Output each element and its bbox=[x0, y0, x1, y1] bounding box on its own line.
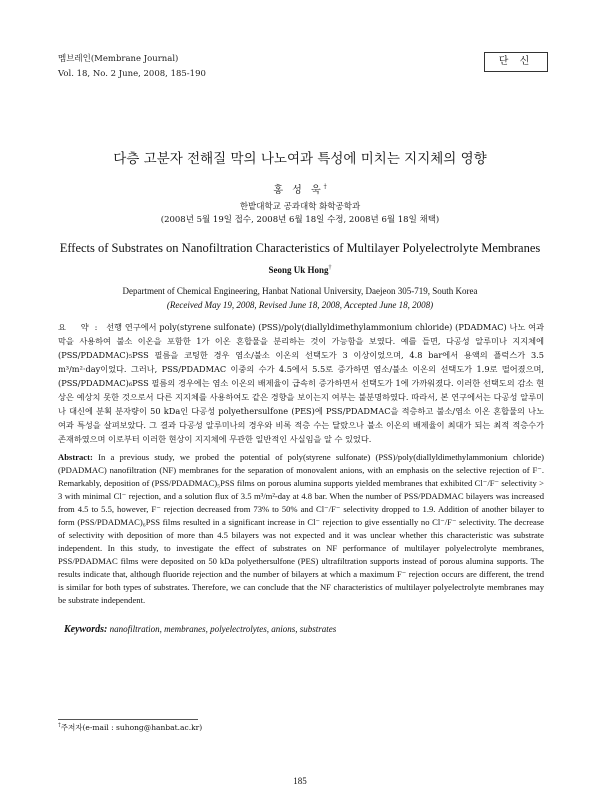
korean-author-name: 홍 성 욱 bbox=[273, 185, 324, 196]
korean-author bbox=[0, 181, 600, 196]
english-abstract bbox=[58, 451, 544, 607]
footnote-mark: † bbox=[58, 722, 61, 729]
english-author bbox=[0, 265, 600, 275]
footnote-text: 주저자(e-mail : suhong@hanbat.ac.kr) bbox=[60, 723, 203, 732]
keywords-label: Keywords: bbox=[64, 624, 108, 635]
footnote-divider bbox=[58, 719, 198, 720]
english-title: Effects of Substrates on Nanofiltration Characteristics of Multilayer Polyelectrolyte Membranes bbox=[59, 241, 541, 255]
page-number: 185 bbox=[293, 776, 307, 786]
korean-title: 다층 고분자 전해질 막의 나노여과 특성에 미치는 지지체의 영향 bbox=[113, 151, 487, 167]
journal-volume: Vol. 18, No. 2 June, 2008, 185-190 bbox=[58, 69, 206, 79]
author-dagger-mark: † bbox=[323, 183, 327, 191]
author-dagger-mark: † bbox=[328, 265, 332, 271]
journal-header bbox=[58, 52, 206, 82]
english-author-name: Seong Uk Hong bbox=[268, 265, 329, 275]
english-dates: (Received May 19, 2008, Revised June 18, 2008, Accepted June 18, 2008) bbox=[166, 300, 434, 310]
korean-affiliation: 한밭대학교 공과대학 화학공학과 bbox=[239, 202, 361, 212]
keywords bbox=[64, 624, 544, 635]
keywords-text: nanofiltration, membranes, polyelectrolytes, anions, substrates bbox=[109, 624, 337, 634]
article-type-badge: 단 신 bbox=[484, 52, 548, 72]
english-affiliation: Department of Chemical Engineering, Hanbat National University, Daejeon 305-719, South Korea bbox=[122, 286, 478, 296]
korean-abstract-text: 선행 연구에서 poly(styrene sulfonate) (PSS)/poly(diallyldimethylammonium chloride) (PDADMAC) 나노 여과막을 사용하여 불소 이온을 포함한 1가 이온 혼합물을 분리하는 것이 가능함을 보였다. 예를 들면, 다공성 알루미나 지지체에 (PSS/PDADMAC)₅PSS 필름을 코팅한 경우 염소/불소 이온의 선택도가 3 이상이었으며, 4.8 bar에서 용액의 플럭스가 3.5 m³/m²·day이었다. 그러나, PSS/PDADMAC 이중의 수가 4.5에서 5.5로 증가하면 염소/불소 이온의 선택도가 1.9로 떨어졌으며, (PSS/PDADMAC)₆PSS 필름의 경우에는 염소 이온의 배제율이 급속히 증가하면서 선택도가 1에 가까워졌다. 이러한 선택도의 감소 현상은 예상치 못한 것으로서 다른 지지체를 사용하여도 같은 경향을 보이는지 여부는 불분명하였다. 따라서, 본 연구에서는 다공성 알루미나 대신에 분획 분자량이 50 kDa인 다공성 polyethersulfone (PES)에 PSS/PDADMAC을 적층하고 불소/염소 이온 혼합물의 나노 여과 특성을 살펴보았다. 그 결과 다공성 알루미나의 경우와 비록 적층 수는 달랐으나 불소 이온의 배제율이 최대가 되는 최적 적층수가 존재하였으며 이로부터 이러한 현상이 지지체에 무관한 일반적인 사실임을 알 수 있었다. bbox=[58, 322, 544, 444]
english-abstract-label: Abstract: bbox=[58, 452, 93, 462]
english-abstract-text: In a previous study, we probed the potential of poly(styrene sulfonate) (PSS)/poly(diallyldimethylammonium chloride) (PDADMAC) nanofiltration (NF) membranes for the separation of monovalent anions, with an emphasis on the selective rejection of F⁻. Remarkably, deposition of (PSS/PDADMAC)₅PSS films on porous alumina supports yielded membranes that exhibited Cl⁻/F⁻ selectivity > 3 with minimal Cl⁻ rejection, and a solution flux of 3.5 m³/m²-day at 4.8 bar. When the number of PSS/PDADMAC bilayers was increased from 4.5 to 5.5, however, F⁻ rejection decreased from 73% to 50% and Cl⁻/F⁻ selectivity dropped to 1.9. Addition of another bilayer to form (PSS/PDADMAC)₆PSS films resulted in a significant increase in Cl⁻ rejection to give essentially no Cl⁻/F⁻ selectivity. The decrease of selectivity with deposition of more than 4.5 bilayers was not expected and it was unclear whether this characteristic was substrate independent. In this study, to investigate the effect of substrates on NF performance of multilayer polyelectrolyte membranes, PSS/PDADMAC films were deposited on 50 kDa polyethersulfone (PES) ultrafiltration supports instead of porous alumina supports. The results indicate that, although fluoride rejection and the number of bilayers at which a maximum F⁻ rejection occurs are different, the trend is similar for both types of substrates. Therefore, we can conclude that the NF characteristics of multilayer polyelectrolyte membranes may be substrate independent. bbox=[58, 452, 544, 605]
footnote bbox=[58, 722, 202, 733]
korean-abstract bbox=[58, 320, 544, 446]
journal-name: 멤브레인(Membrane Journal) bbox=[58, 54, 179, 64]
korean-abstract-label: 요 약: bbox=[58, 322, 104, 332]
korean-dates: (2008년 5월 19일 접수, 2008년 6월 18일 수정, 2008년 6월 18일 채택) bbox=[160, 215, 440, 225]
